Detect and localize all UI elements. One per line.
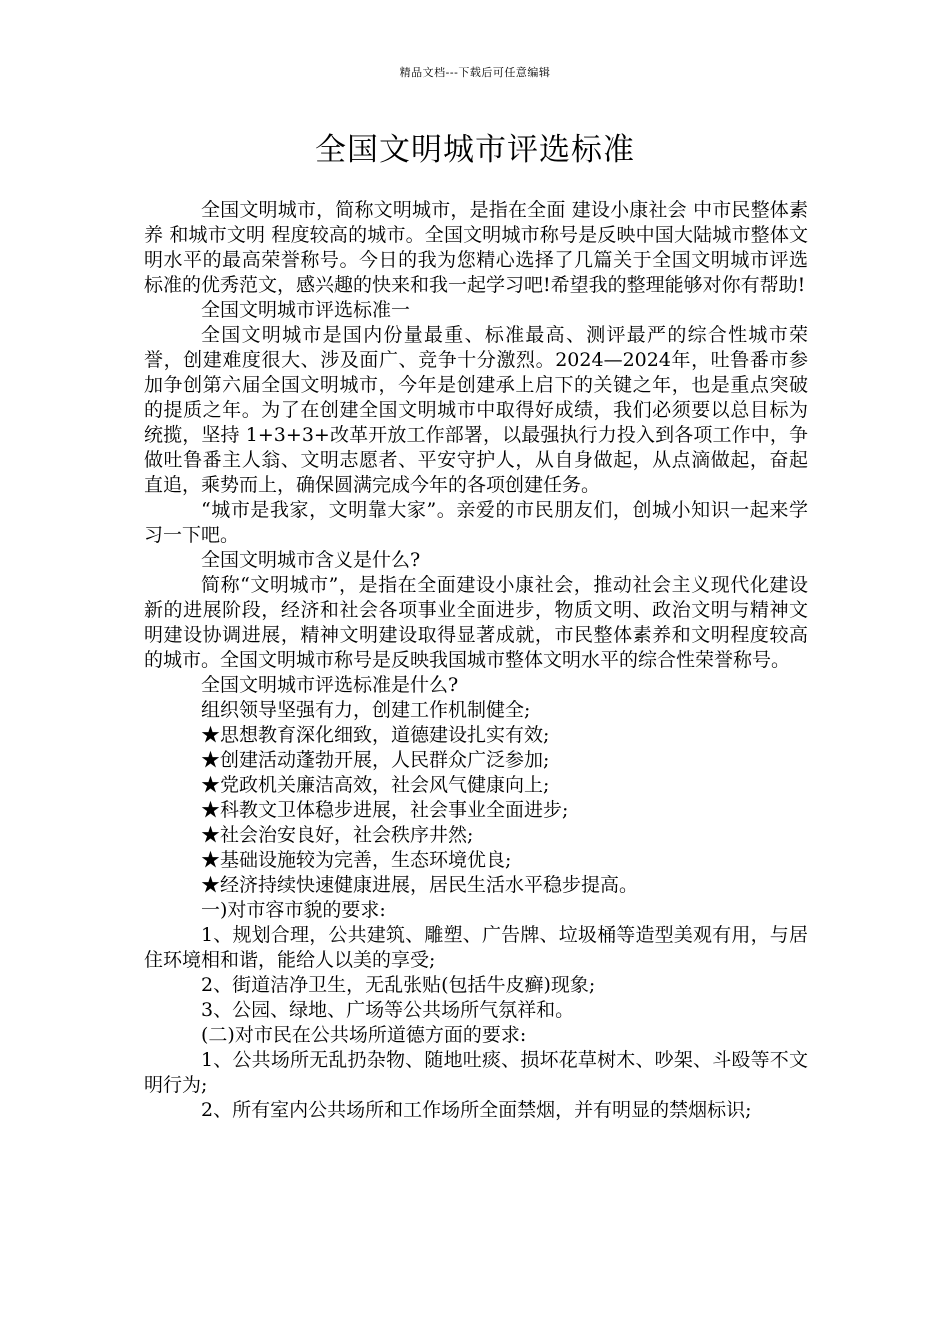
list-item: 2、街道洁净卫生，无乱张贴(包括牛皮癣)现象;: [201, 974, 596, 996]
question-heading: 全国文明城市含义是什么?: [201, 549, 421, 571]
list-item: 1、规划合理，公共建筑、雕塑、广告牌、垃圾桶等造型美观有用，与居住环境相和谐，能给人以美的享受;: [144, 924, 808, 971]
list-item: ★经济持续快速健康进展，居民生活水平稳步提高。: [201, 874, 639, 896]
document-title: 全国文明城市评选标准: [315, 132, 635, 168]
sub-heading: 一)对市容市貌的要求:: [201, 899, 386, 921]
list-item: 2、所有室内公共场所和工作场所全面禁烟，并有明显的禁烟标识;: [201, 1099, 752, 1121]
sub-heading: (二)对市民在公共场所道德方面的要求:: [201, 1024, 527, 1046]
paragraph: 简称“文明城市”，是指在全面建设小康社会，推动社会主义现代化建设新的进展阶段，经济和社会各项事业全面进步，物质文明、政治文明与精神文明建设协调进展，精神文明建设取得显著成就，市民整体素养和文明程度较高的城市。全国文明城市称号是反映我国城市整体文明水平的综合性荣誉称号。: [144, 574, 808, 671]
list-item: ★科教文卫体稳步进展，社会事业全面进步;: [201, 799, 569, 821]
list-item: ★党政机关廉洁高效，社会风气健康向上;: [201, 774, 550, 796]
question-heading: 全国文明城市评选标准是什么?: [201, 674, 459, 696]
document-body: [144, 198, 808, 1123]
page-header-note: 精品文档---下载后可任意编辑: [399, 66, 551, 79]
list-item: 组织领导坚强有力，创建工作机制健全;: [201, 699, 531, 721]
list-item: ★基础设施较为完善，生态环境优良;: [201, 849, 512, 871]
paragraph: “城市是我家，文明靠大家”。亲爱的市民朋友们，创城小知识一起来学习一下吧。: [144, 499, 808, 546]
list-item: ★思想教育深化细致，道德建设扎实有效;: [201, 724, 550, 746]
paragraph-intro: 全国文明城市，简称文明城市，是指在全面 建设小康社会 中市民整体素养 和城市文明 程度较高的城市。全国文明城市称号是反映中国大陆城市整体文明水平的最高荣誉称号。今日的我为您精心选择了几篇关于全国文明城市评选标准的优秀范文，感兴趣的快来和我一起学习吧!希望我的整理能够对你有帮助!: [144, 199, 808, 296]
list-item: ★创建活动蓬勃开展，人民群众广泛参加;: [201, 749, 550, 771]
list-item: 3、公园、绿地、广场等公共场所气氛祥和。: [201, 999, 575, 1021]
list-item: 1、公共场所无乱扔杂物、随地吐痰、损坏花草树木、吵架、斗殴等不文明行为;: [144, 1049, 808, 1096]
list-item: ★社会治安良好，社会秩序井然;: [201, 824, 474, 846]
paragraph: 全国文明城市是国内份量最重、标准最高、测评最严的综合性城市荣誉，创建难度很大、涉及面广、竞争十分激烈。2024—2024年，吐鲁番市参加争创第六届全国文明城市，今年是创建承上启下的关键之年，也是重点突破的提质之年。为了在创建全国文明城市中取得好成绩，我们必须要以总目标为统揽，坚持 1+3+3+改革开放工作部署，以最强执行力投入到各项工作中，争做吐鲁番主人翁、文明志愿者、平安守护人，从自身做起，从点滴做起，奋起直追，乘势而上，确保圆满完成今年的各项创建任务。: [144, 324, 808, 496]
section-heading: 全国文明城市评选标准一: [201, 299, 411, 321]
